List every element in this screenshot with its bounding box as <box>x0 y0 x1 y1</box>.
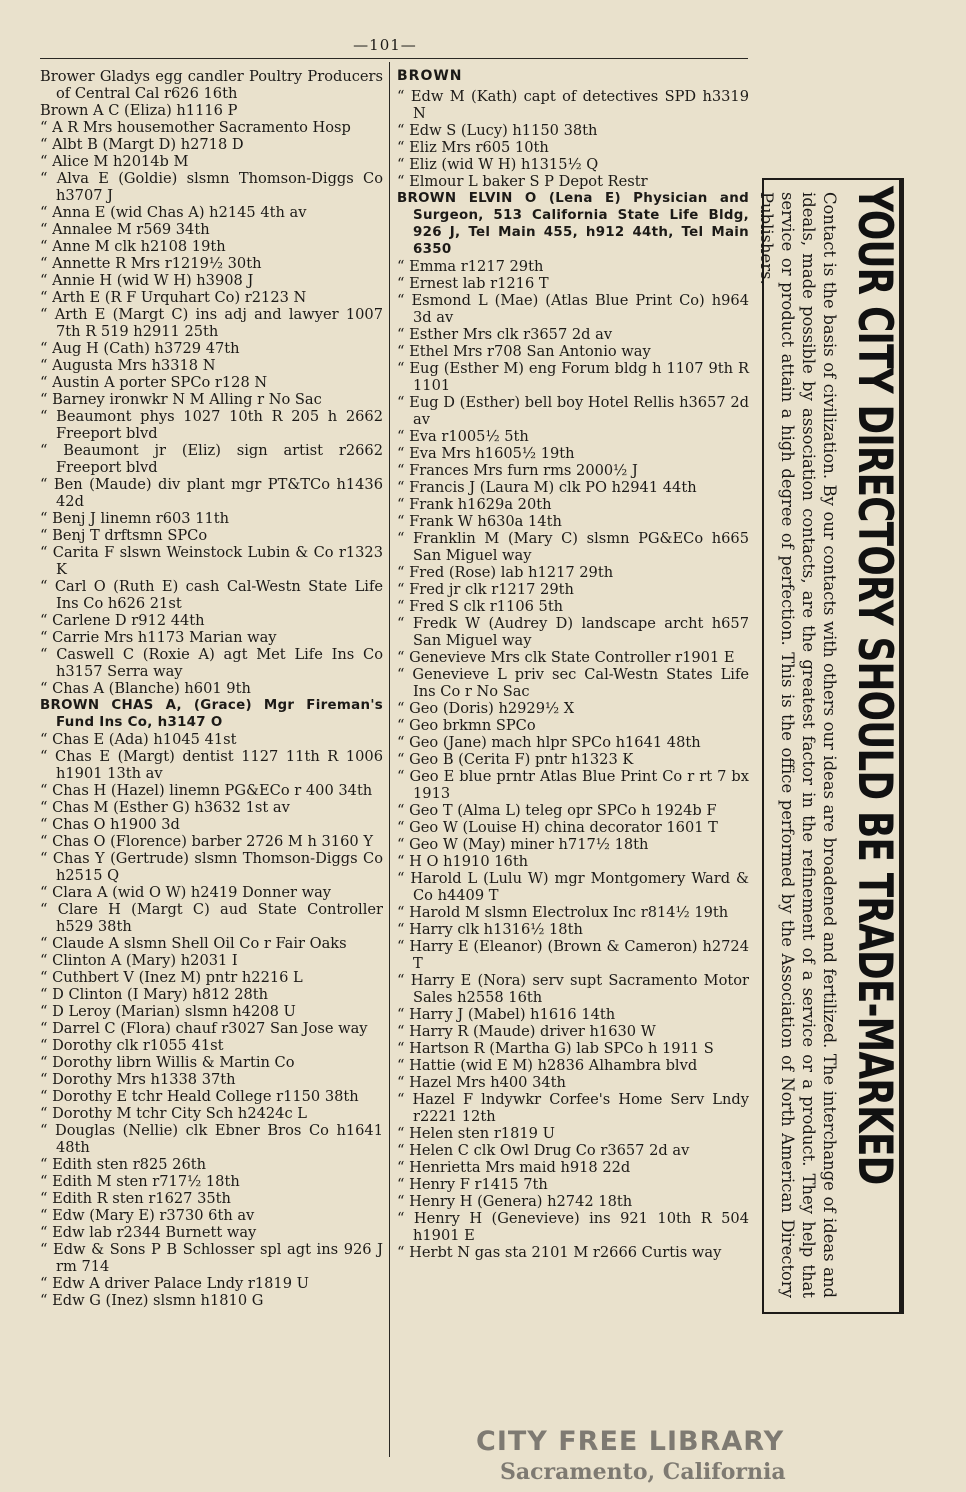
directory-entry: “ Alice M h2014b M <box>40 153 189 170</box>
directory-entry: “ Geo E blue prntr Atlas Blue Print Co r rt 7 bx 1913 <box>397 768 749 802</box>
directory-entry: “ Carrie Mrs h1173 Marian way <box>40 629 277 646</box>
directory-entry: “ Eva Mrs h1605½ 19th <box>397 445 575 462</box>
directory-entry: BROWN CHAS A, (Grace) Mgr Fireman's Fund Ins Co, h3147 O <box>40 698 383 730</box>
directory-entry: “ Harry E (Nora) serv supt Sacramento Motor Sales h2558 16th <box>397 972 749 1006</box>
directory-entry: “ Hattie (wid E M) h2836 Alhambra blvd <box>397 1057 698 1074</box>
directory-entry: “ Geo W (May) miner h717½ 18th <box>397 836 649 853</box>
directory-entry: “ Genevieve L priv sec Cal-Westn States Life Ins Co r No Sac <box>397 666 749 700</box>
directory-entry: “ Albt B (Margt D) h2718 D <box>40 136 244 153</box>
directory-entry: “ Henry H (Genevieve) ins 921 10th R 504 h1901 E <box>397 1210 749 1244</box>
directory-entry: “ Ethel Mrs r708 San Antonio way <box>397 343 651 360</box>
directory-entry: “ Carlene D r912 44th <box>40 612 205 629</box>
directory-entry: “ Annie H (wid W H) h3908 J <box>40 272 254 289</box>
directory-entry: “ Edw (Mary E) r3730 6th av <box>40 1207 255 1224</box>
directory-entry: “ Caswell C (Roxie A) agt Met Life Ins Co h3157 Serra way <box>40 646 383 680</box>
directory-entry: “ Harold L (Lulu W) mgr Montgomery Ward & Co h4409 T <box>397 870 749 904</box>
column-divider <box>389 62 390 1457</box>
directory-entry: “ Benj T drftsmn SPCo <box>40 527 208 544</box>
directory-entry: “ Esmond L (Mae) (Atlas Blue Print Co) h964 3d av <box>397 292 749 326</box>
directory-entry: “ Arth E (Margt C) ins adj and lawyer 1007 7th R 519 h2911 25th <box>40 306 383 340</box>
library-stamp <box>476 1426 816 1485</box>
advertisement-box <box>757 178 904 1314</box>
directory-entry: “ Helen C clk Owl Drug Co r3657 2d av <box>397 1142 690 1159</box>
directory-column-left <box>40 68 383 1309</box>
directory-entry: “ Chas E (Margt) dentist 1127 11th R 1006 h1901 13th av <box>40 748 383 782</box>
directory-entry: “ Henry F r1415 7th <box>397 1176 548 1193</box>
directory-entry: “ Esther Mrs clk r3657 2d av <box>397 326 613 343</box>
directory-entry: “ Beaumont phys 1027 10th R 205 h 2662 Freeport blvd <box>40 408 383 442</box>
library-stamp-line1: CITY FREE LIBRARY <box>476 1426 785 1457</box>
directory-entry: “ Dorothy clk r1055 41st <box>40 1037 224 1054</box>
directory-entry: “ Harold M slsmn Electrolux Inc r814½ 19th <box>397 904 729 921</box>
directory-entry: “ D Leroy (Marian) slsmn h4208 U <box>40 1003 296 1020</box>
directory-entry: “ Geo B (Cerita F) pntr h1323 K <box>397 751 634 768</box>
directory-entry: “ Edw A driver Palace Lndy r1819 U <box>40 1275 309 1292</box>
directory-entry: “ Edw S (Lucy) h1150 38th <box>397 122 598 139</box>
directory-column-middle <box>397 68 749 1261</box>
directory-entry: “ Benj J linemn r603 11th <box>40 510 230 527</box>
directory-entry: “ Clara A (wid O W) h2419 Donner way <box>40 884 332 901</box>
directory-entry: “ Fred (Rose) lab h1217 29th <box>397 564 614 581</box>
directory-entry: “ Frances Mrs furn rms 2000½ J <box>397 462 638 479</box>
directory-entry: “ Claude A slsmn Shell Oil Co r Fair Oaks <box>40 935 347 952</box>
directory-entry: “ Dorothy Mrs h1338 37th <box>40 1071 236 1088</box>
page-number: —101— <box>353 36 417 54</box>
directory-entry: “ Genevieve Mrs clk State Controller r1901 E <box>397 649 735 666</box>
directory-entry: “ Harry J (Mabel) h1616 14th <box>397 1006 616 1023</box>
directory-entry: “ Anna E (wid Chas A) h2145 4th av <box>40 204 307 221</box>
directory-entry: “ Annalee M r569 34th <box>40 221 210 238</box>
directory-entry: “ Hartson R (Martha G) lab SPCo h 1911 S <box>397 1040 714 1057</box>
directory-entry: “ Anne M clk h2108 19th <box>40 238 226 255</box>
directory-entry: “ Chas Y (Gertrude) slsmn Thomson-Diggs Co h2515 Q <box>40 850 383 884</box>
directory-entry: “ Edw M (Kath) capt of detectives SPD h3319 N <box>397 88 749 122</box>
directory-entry: Brower Gladys egg candler Poultry Producers of Central Cal r626 16th <box>40 68 383 102</box>
directory-entry: “ Henry H (Genera) h2742 18th <box>397 1193 633 1210</box>
directory-entry: “ Arth E (R F Urquhart Co) r2123 N <box>40 289 307 306</box>
directory-entry: “ Hazel F lndywkr Corfee's Home Serv Lndy r2221 12th <box>397 1091 749 1125</box>
directory-entry: “ Eug (Esther M) eng Forum bldg h 1107 9th R 1101 <box>397 360 749 394</box>
directory-entry: “ Barney ironwkr N M Alling r No Sac <box>40 391 322 408</box>
directory-entry: “ Eug D (Esther) bell boy Hotel Rellis h3657 2d av <box>397 394 749 428</box>
directory-entry: “ Chas H (Hazel) linemn PG&ECo r 400 34th <box>40 782 373 799</box>
directory-entry: “ D Clinton (I Mary) h812 28th <box>40 986 269 1003</box>
directory-entry: “ Edw G (Inez) slsmn h1810 G <box>40 1292 264 1309</box>
directory-entry: “ Edith M sten r717½ 18th <box>40 1173 240 1190</box>
directory-entry: “ Edw lab r2344 Burnett way <box>40 1224 257 1241</box>
directory-entry: “ Douglas (Nellie) clk Ebner Bros Co h1641 48th <box>40 1122 383 1156</box>
directory-entry: “ Cuthbert V (Inez M) pntr h2216 L <box>40 969 303 986</box>
directory-entry: “ Clare H (Margt C) aud State Controller h529 38th <box>40 901 383 935</box>
directory-entry: “ Frank h1629a 20th <box>397 496 552 513</box>
directory-entry: “ Hazel Mrs h400 34th <box>397 1074 566 1091</box>
directory-entry: “ Chas E (Ada) h1045 41st <box>40 731 237 748</box>
directory-entry: “ Clinton A (Mary) h2031 I <box>40 952 238 969</box>
directory-entry: “ Dorothy M tchr City Sch h2424c L <box>40 1105 307 1122</box>
directory-entry: “ Eliz Mrs r605 10th <box>397 139 549 156</box>
directory-entry: “ Augusta Mrs h3318 N <box>40 357 216 374</box>
directory-entry: “ Fred jr clk r1217 29th <box>397 581 574 598</box>
directory-entry: “ Eva r1005½ 5th <box>397 428 529 445</box>
directory-entry: “ Elmour L baker S P Depot Restr <box>397 173 648 190</box>
directory-entry: “ Aug H (Cath) h3729 47th <box>40 340 240 357</box>
directory-entry: “ Carita F slswn Weinstock Lubin & Co r1323 K <box>40 544 383 578</box>
directory-entry: “ Carl O (Ruth E) cash Cal-Westn State Life Ins Co h626 21st <box>40 578 383 612</box>
column-heading: BROWN <box>397 68 463 84</box>
directory-entry: “ Fredk W (Audrey D) landscape archt h657 San Miguel way <box>397 615 749 649</box>
directory-entry: “ Dorothy E tchr Heald College r1150 38th <box>40 1088 359 1105</box>
directory-entry: “ Fred S clk r1106 5th <box>397 598 564 615</box>
directory-entry: “ Alva E (Goldie) slsmn Thomson-Diggs Co h3707 J <box>40 170 383 204</box>
ad-headline: YOUR CITY DIRECTORY SHOULD BE TRADE-MARKED <box>847 186 902 1185</box>
directory-entry: “ Chas O h1900 3d <box>40 816 180 833</box>
directory-entry: “ Harry R (Maude) driver h1630 W <box>397 1023 656 1040</box>
directory-entry: “ Francis J (Laura M) clk PO h2941 44th <box>397 479 697 496</box>
directory-entry: “ Helen sten r1819 U <box>397 1125 555 1142</box>
directory-entry: “ Chas M (Esther G) h3632 1st av <box>40 799 290 816</box>
directory-entry: “ Ben (Maude) div plant mgr PT&TCo h1436 42d <box>40 476 383 510</box>
directory-entry: “ Edith sten r825 26th <box>40 1156 206 1173</box>
directory-entry: “ Frank W h630a 14th <box>397 513 562 530</box>
library-stamp-line2: Sacramento, California <box>500 1459 786 1485</box>
directory-entry: BROWN ELVIN O (Lena E) Physician and Surgeon, 513 California State Life Bldg, 926 J, Tel Main 455, h912 44th, Tel Main 6350 <box>397 191 749 257</box>
directory-entry: “ Geo W (Louise H) china decorator 1601 T <box>397 819 718 836</box>
directory-entry: “ Edith R sten r1627 35th <box>40 1190 231 1207</box>
directory-entry: “ Darrel C (Flora) chauf r3027 San Jose way <box>40 1020 368 1037</box>
directory-entry: “ Emma r1217 29th <box>397 258 544 275</box>
directory-entry: “ Chas A (Blanche) h601 9th <box>40 680 251 697</box>
directory-entry: “ H O h1910 16th <box>397 853 529 870</box>
directory-entry: “ Geo T (Alma L) teleg opr SPCo h 1924b F <box>397 802 717 819</box>
directory-entry: “ Herbt N gas sta 2101 M r2666 Curtis way <box>397 1244 722 1261</box>
directory-entry: “ Geo (Doris) h2929½ X <box>397 700 575 717</box>
directory-entry: “ Eliz (wid W H) h1315½ Q <box>397 156 599 173</box>
ad-body: Contact is the basis of civilization. By our contacts with others our ideas are broadened and fertilized. The interchange of ideas and ideals, made possible by association contacts, are the greatest factor in the refinement of a service or a product. They help that service or product attain a high degree of perfection. This is the office performed by the Association of North American Directory Publishers. <box>757 192 839 1298</box>
directory-entry: “ Henrietta Mrs maid h918 22d <box>397 1159 631 1176</box>
directory-entry: “ Ernest lab r1216 T <box>397 275 549 292</box>
directory-entry: “ Austin A porter SPCo r128 N <box>40 374 268 391</box>
directory-entry: “ Chas O (Florence) barber 2726 M h 3160 Y <box>40 833 373 850</box>
directory-entry: “ Dorothy librn Willis & Martin Co <box>40 1054 295 1071</box>
directory-entry: “ Beaumont jr (Eliz) sign artist r2662 Freeport blvd <box>40 442 383 476</box>
directory-entry: “ Geo brkmn SPCo <box>397 717 536 734</box>
directory-entry: “ Harry E (Eleanor) (Brown & Cameron) h2724 T <box>397 938 749 972</box>
directory-entry: “ Annette R Mrs r1219½ 30th <box>40 255 262 272</box>
directory-entry: “ Harry clk h1316½ 18th <box>397 921 583 938</box>
directory-entry: “ Edw & Sons P B Schlosser spl agt ins 926 J rm 714 <box>40 1241 383 1275</box>
directory-entry: “ A R Mrs housemother Sacramento Hosp <box>40 119 351 136</box>
directory-entry: Brown A C (Eliza) h1116 P <box>40 102 238 119</box>
top-rule <box>40 58 748 59</box>
directory-entry: “ Geo (Jane) mach hlpr SPCo h1641 48th <box>397 734 701 751</box>
directory-entry: “ Franklin M (Mary C) slsmn PG&ECo h665 San Miguel way <box>397 530 749 564</box>
